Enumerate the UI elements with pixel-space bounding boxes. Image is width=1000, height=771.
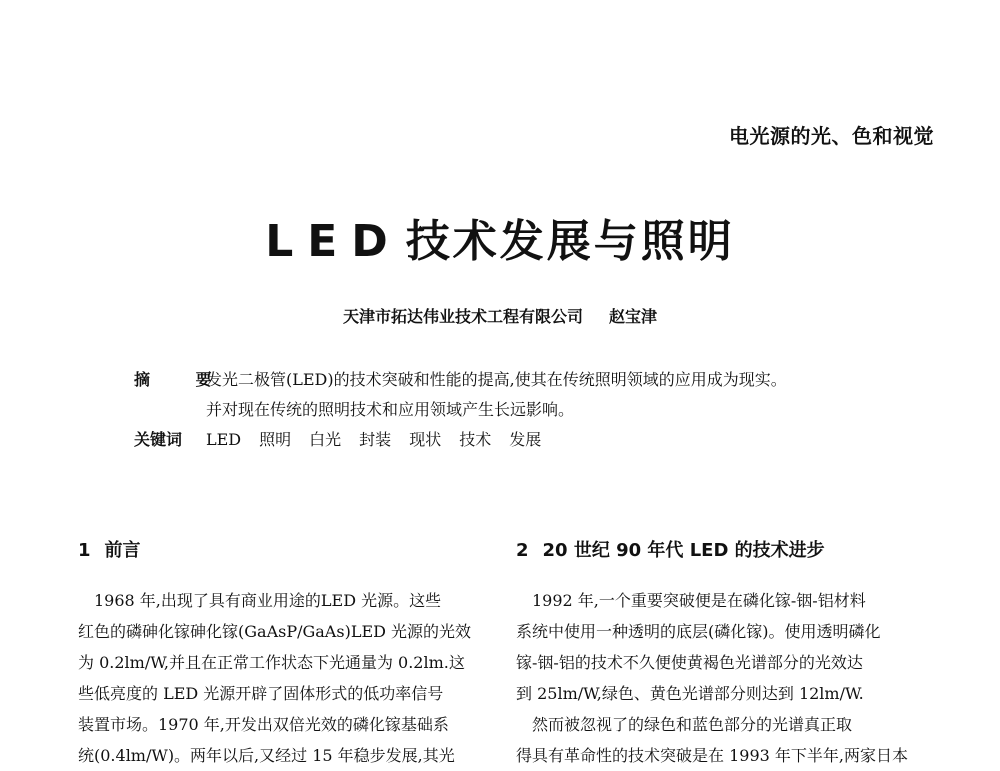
text-line: 装置市场。1970 年,开发出双倍光效的磷化镓基础系: [78, 715, 449, 734]
abstract-label: 摘 要: [134, 370, 232, 389]
section-1-heading: [78, 536, 518, 562]
section-number: 1: [78, 540, 91, 561]
text-line: 系统中使用一种透明的底层(磷化镓)。使用透明磷化: [516, 622, 881, 641]
section-title: 20 世纪 90 年代 LED 的技术进步: [542, 540, 825, 561]
section-2-paragraph-2: [516, 709, 956, 771]
text-line: 些低亮度的 LED 光源开辟了固体形式的低功率信号: [78, 684, 444, 703]
affiliation: 天津市拓达伟业技术工程有限公司: [342, 307, 583, 326]
title-chinese: 技术发展与照明: [405, 216, 735, 267]
article-title: [0, 205, 1000, 269]
text-line: 镓-铟-铝的技术不久便使黄褐色光谱部分的光效达: [516, 653, 863, 672]
abstract-line-2: 并对现在传统的照明技术和应用领域产生长远影响。: [206, 400, 575, 419]
keywords-label: 关键词: [134, 430, 183, 449]
keyword: 现状: [409, 430, 442, 449]
keyword: 技术: [459, 430, 492, 449]
text-line: 得具有革命性的技术突破是在 1993 年下半年,两家日本: [516, 746, 908, 765]
text-line: 统(0.4lm/W)。两年以后,又经过 15 年稳步发展,其光: [78, 746, 455, 765]
keyword: 封装: [359, 430, 392, 449]
left-column: [78, 536, 518, 771]
text-line: 为 0.2lm/W,并且在正常工作状态下光通量为 0.2lm.这: [78, 653, 465, 672]
section-2-heading: [516, 536, 956, 562]
keyword: 白光: [309, 430, 342, 449]
title-latin: LED: [265, 216, 402, 267]
text-line: 到 25lm/W,绿色、黄色光谱部分则达到 12lm/W.: [516, 684, 864, 703]
text-line: 1968 年,出现了具有商业用途的LED 光源。这些: [78, 591, 442, 610]
section-title: 前言: [104, 540, 141, 561]
running-header: 电光源的光、色和视觉: [729, 124, 934, 148]
section-number: 2: [516, 540, 529, 561]
section-1-paragraph: [78, 585, 518, 771]
text-line: 然而被忽视了的绿色和蓝色部分的光谱真正取: [516, 715, 853, 734]
right-column: [516, 536, 956, 771]
author-name: 赵宝津: [609, 307, 658, 326]
abstract-line-1: 发光二极管(LED)的技术突破和性能的提高,使其在传统照明领域的应用成为现实。: [206, 370, 787, 389]
text-line: 红色的磷砷化镓砷化镓(GaAsP/GaAs)LED 光源的光效: [78, 622, 472, 641]
text-line: 1992 年,一个重要突破便是在磷化镓-铟-铝材料: [516, 591, 866, 610]
keywords-row: [134, 425, 894, 455]
abstract-row-2: [134, 395, 894, 425]
keywords-list: [206, 425, 894, 455]
section-2-paragraph-1: [516, 585, 956, 709]
author-line: [0, 304, 1000, 327]
keyword: 照明: [259, 430, 292, 449]
abstract-block: [134, 365, 894, 455]
abstract-row: [134, 365, 894, 395]
keyword: 发展: [509, 430, 542, 449]
keyword: LED: [206, 430, 242, 449]
